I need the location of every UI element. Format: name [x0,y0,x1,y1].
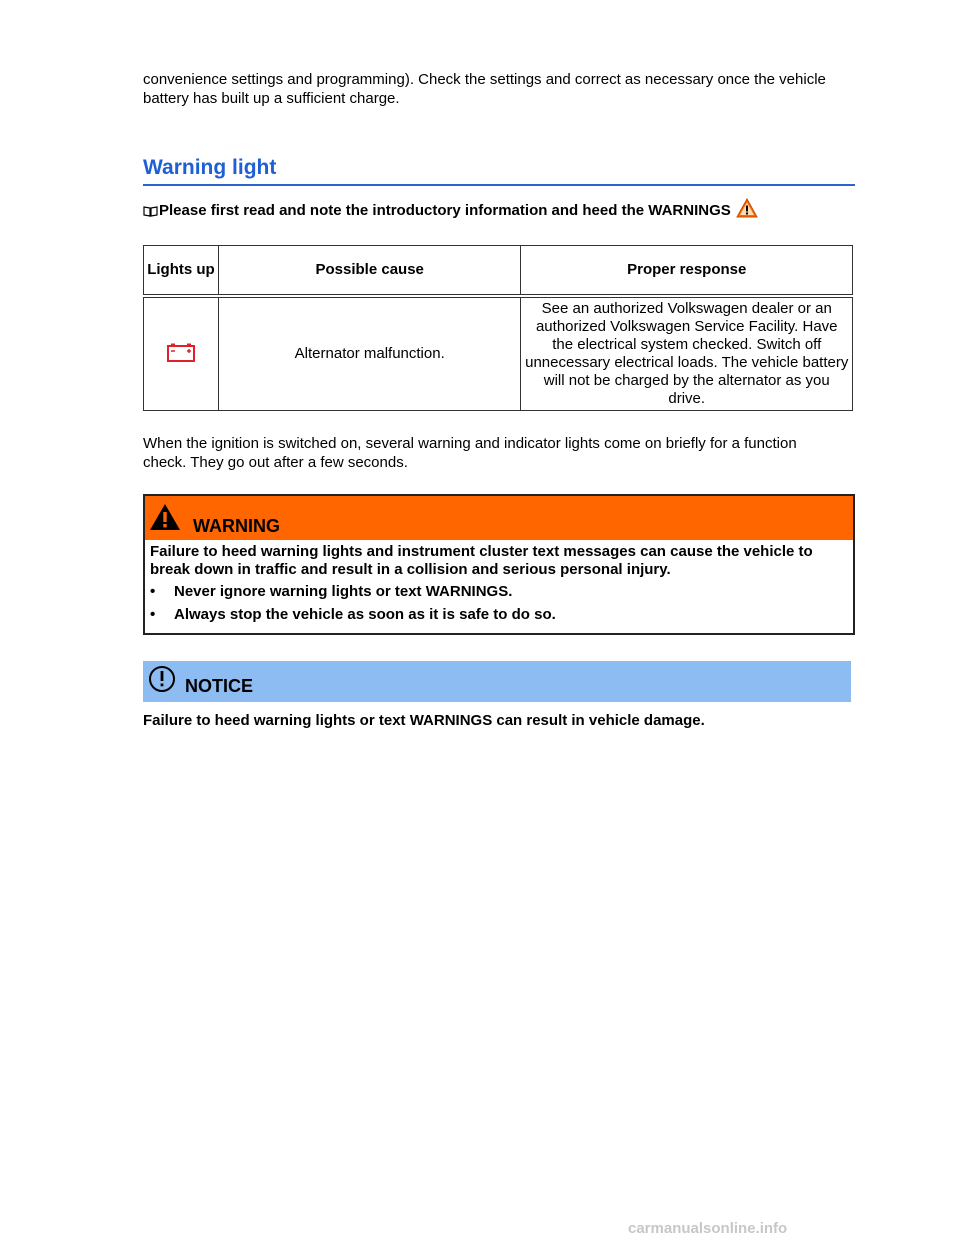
table-row [144,296,853,411]
bullet-dot: • [150,606,156,623]
warning-label: WARNING [193,516,280,536]
warning-light-table [143,245,853,411]
book-icon [143,204,158,216]
notice-header [143,661,851,702]
notice-exclamation-icon [148,665,176,698]
watermark: carmanualsonline.info [628,1220,788,1237]
warning-triangle-icon [149,503,181,536]
read-note-text: Please first read and note the introductory information and heed the WARNINGS [159,201,731,219]
read-note [143,198,855,222]
list-item [150,583,848,601]
notice-text: Failure to heed warning lights or text WARNINGS can result in vehicle damage. [143,712,705,729]
table-header-row [144,246,853,297]
cause-cell: Alternator malfunction. [218,296,521,411]
intro-paragraph: convenience settings and programming). Check the settings and correct as necessary once the vehicle battery has built up a sufficient charge. [143,71,826,107]
function-check-paragraph: When the ignition is switched on, several warning and indicator lights come on briefly for a function check. They go out after a few seconds. [143,435,797,471]
col-header-proper-response: Proper response [521,246,853,297]
bullet-text: Never ignore warning lights or text WARNINGS. [174,583,513,600]
warning-body [145,540,853,633]
battery-icon [166,349,196,366]
notice-label: NOTICE [185,676,254,696]
bullet-text: Always stop the vehicle as soon as it is safe to do so. [174,606,556,623]
warning-header [145,496,853,540]
list-item [150,606,848,624]
col-header-lights-up: Lights up [144,246,219,297]
bullet-dot: • [150,583,156,600]
warning-box [143,494,855,635]
col-header-possible-cause: Possible cause [218,246,521,297]
warning-text: Failure to heed warning lights and instrument cluster text messages can cause the vehicle to break down in traffic and result in a collision and serious personal injury. [150,543,813,578]
section-title: Warning light [143,156,855,186]
lights-up-cell [144,296,219,411]
warning-triangle-icon[interactable] [736,198,758,222]
response-cell: See an authorized Volkswagen dealer or an authorized Volkswagen Service Facility. Have the electrical system checked. Switch off unnecessary electrical loads. The vehicle battery will not be charged by the alternator as you drive. [521,296,853,411]
warning-bullet-list [150,583,848,624]
